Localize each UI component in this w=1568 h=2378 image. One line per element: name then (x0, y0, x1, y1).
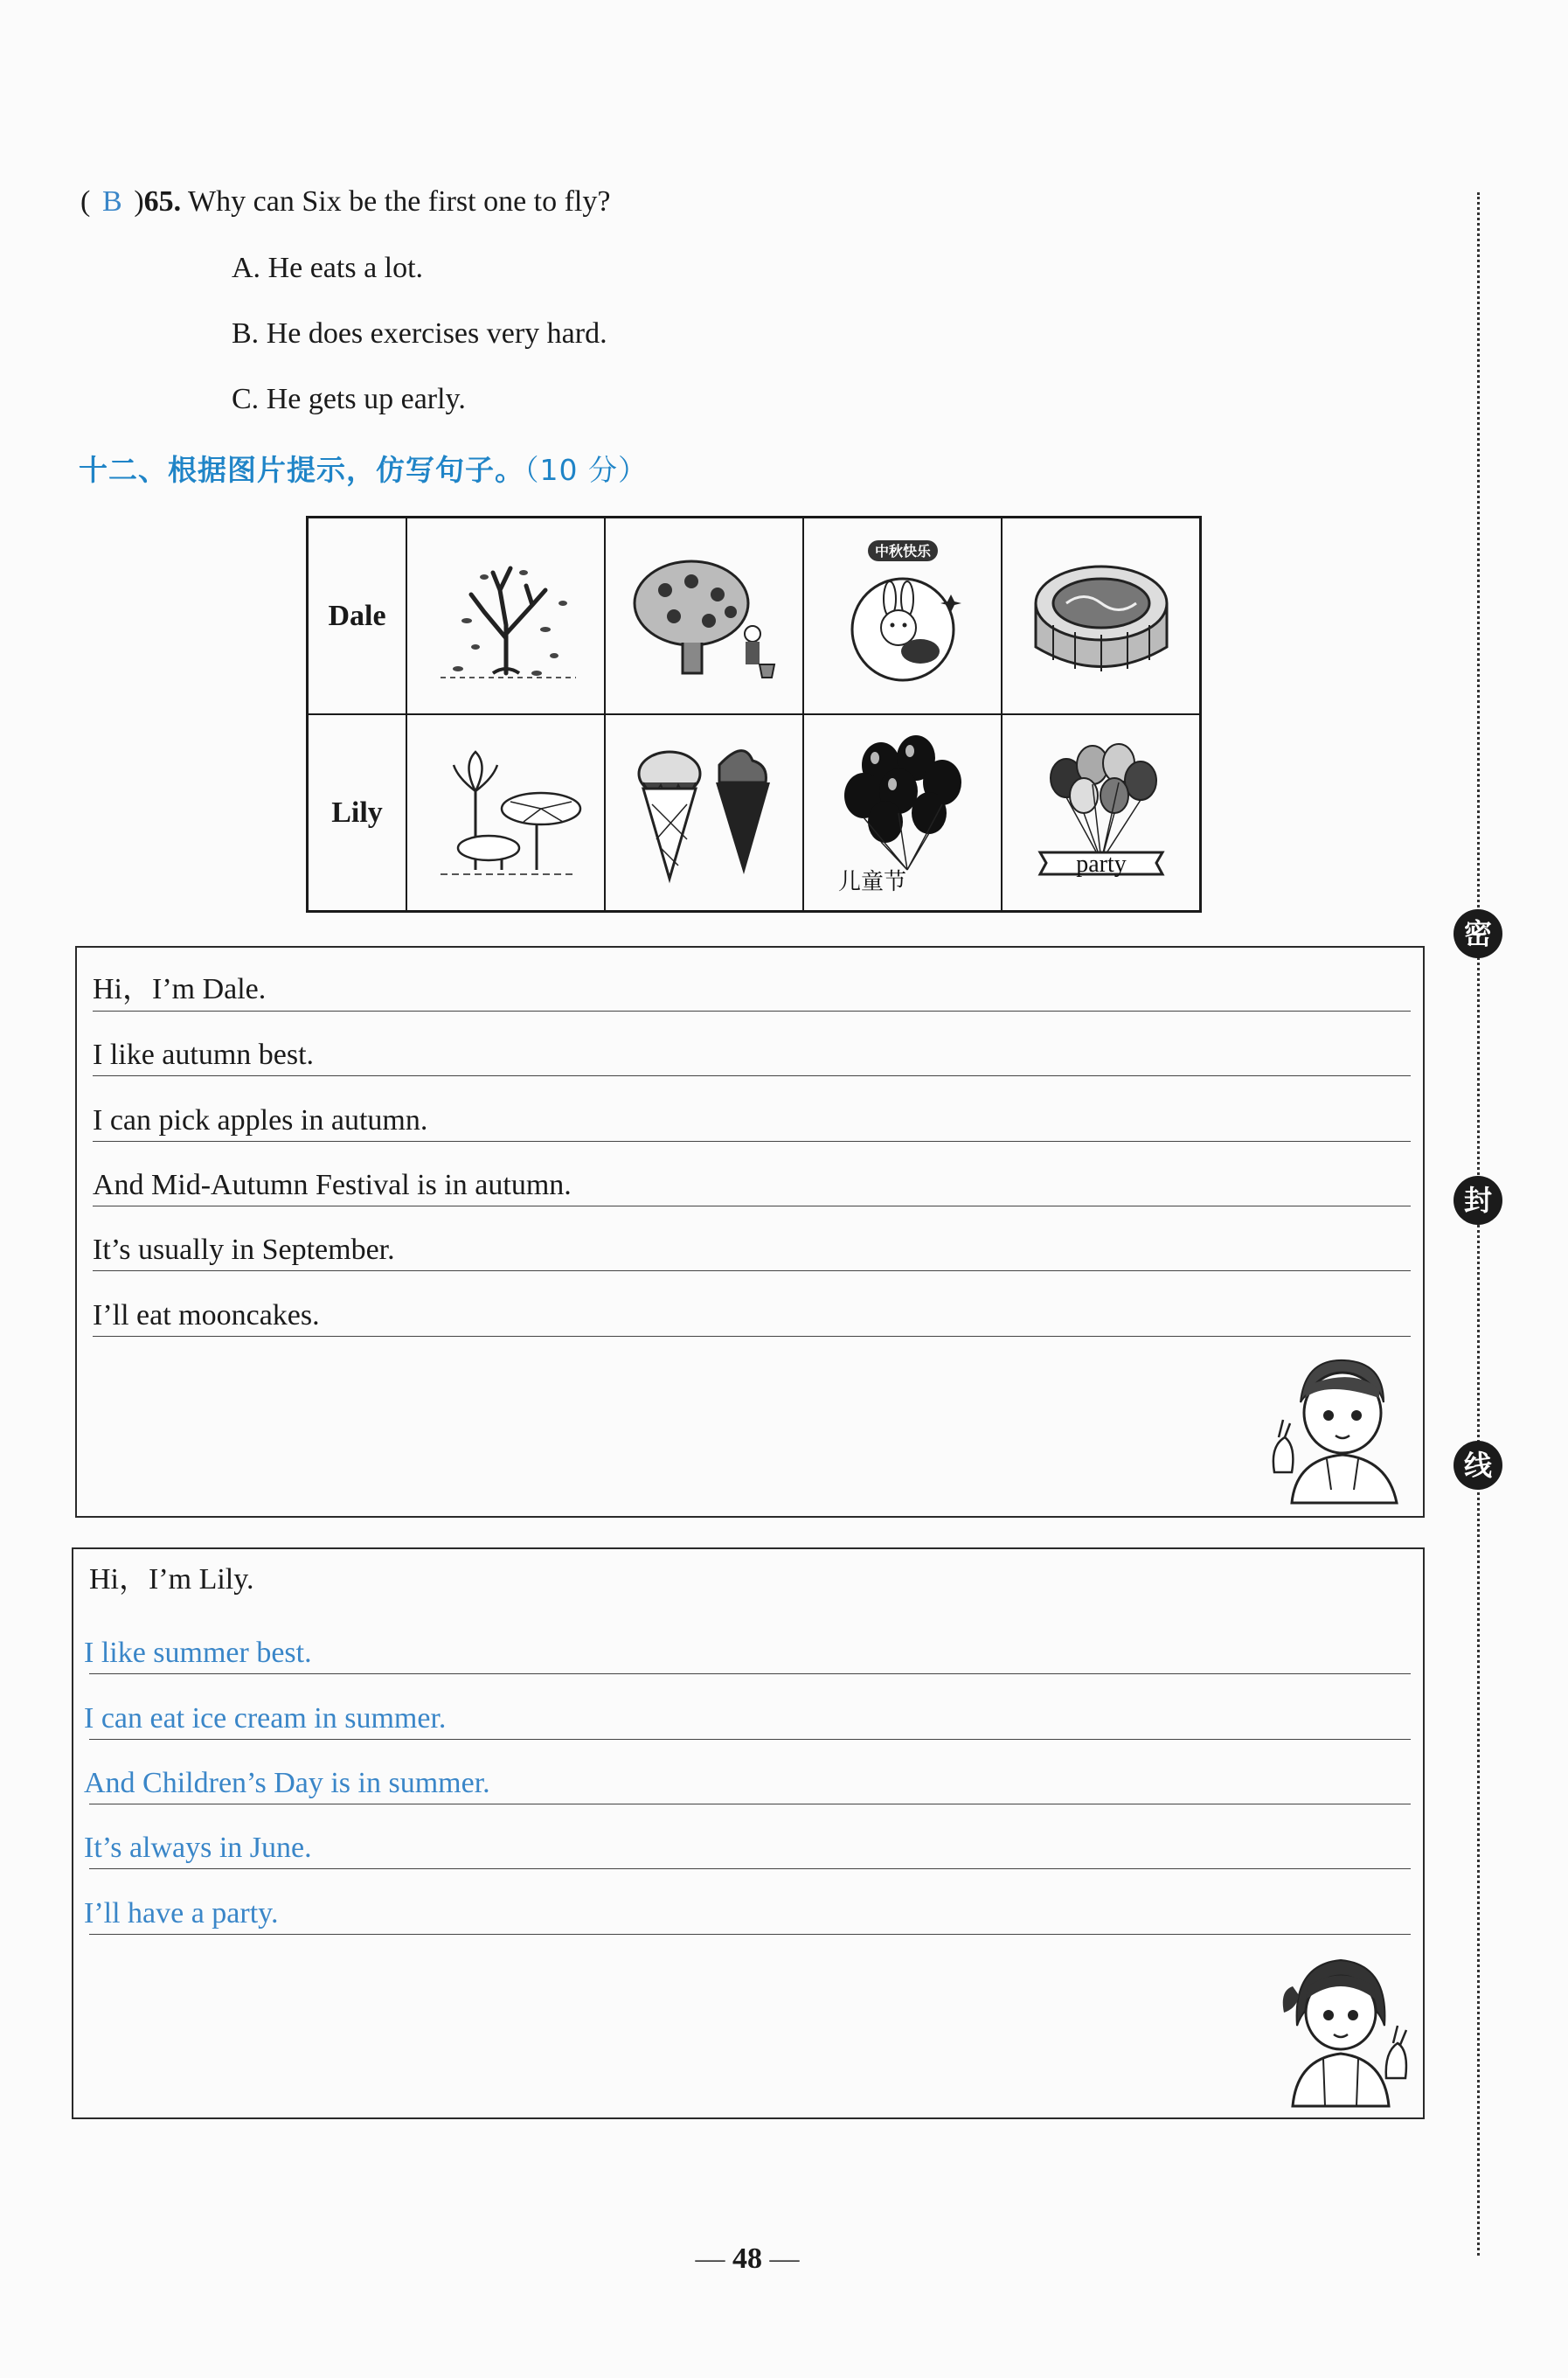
picture-table (306, 516, 1202, 913)
dale-line-3: And Mid-Autumn Festival is in autumn. (93, 1169, 572, 1201)
writing-line (93, 1273, 1411, 1337)
table-row-lily (308, 714, 1201, 912)
dale-line-2: I can pick apples in autumn. (93, 1104, 428, 1137)
option-b (232, 317, 607, 351)
ice-cream-icon (621, 734, 787, 892)
option-c-text: He gets up early. (266, 383, 466, 415)
row-name-lily: Lily (308, 714, 407, 912)
question-65-stem (80, 185, 610, 219)
question-text: Why can Six be the first one to fly? (188, 185, 611, 218)
answer-line[interactable] (84, 1741, 1411, 1804)
lily-line-3: And Children’s Day is in summer. (84, 1767, 490, 1799)
section-score: （10 分） (524, 453, 648, 487)
lotus-icon (423, 739, 589, 887)
lily-line-4: It’s always in June. (84, 1832, 312, 1864)
table-row-dale (308, 518, 1201, 715)
answer-value[interactable]: B (101, 185, 122, 218)
option-a (232, 252, 423, 285)
answer-line[interactable] (84, 1871, 1411, 1935)
greeting-line (93, 948, 1411, 1012)
boy-avatar-icon (1266, 1350, 1414, 1507)
answer-bracket-open: ( (80, 185, 91, 218)
mid-autumn-caption: 中秋快乐 (874, 542, 931, 560)
option-a-letter: A. (232, 252, 261, 284)
option-c-letter: C. (232, 383, 260, 415)
option-b-text: He does exercises very hard. (266, 317, 607, 350)
writing-line (93, 1207, 1411, 1271)
answer-line[interactable] (84, 1610, 1411, 1674)
lily-greeting: Hi，I’m Lily. (89, 1563, 254, 1596)
question-number: 65. (143, 185, 182, 218)
answer-bracket-close: ) (134, 185, 144, 218)
section-12-title (79, 448, 648, 489)
section-title-text: 十二、根据图片提示，仿写句子。 (79, 453, 524, 487)
mid-autumn-rabbit-icon (820, 533, 986, 699)
dale-line-1: I like autumn best. (93, 1039, 315, 1071)
apple-picking-icon (621, 542, 787, 691)
party-caption: party (1075, 850, 1127, 878)
writing-line (93, 1143, 1411, 1206)
seal-xian: 线 (1454, 1441, 1502, 1490)
picture-cell (1002, 714, 1201, 912)
picture-cell (406, 714, 605, 912)
answer-line[interactable] (84, 1676, 1411, 1740)
page-number-value: 48 (732, 2242, 762, 2275)
picture-cell (1002, 518, 1201, 715)
girl-avatar-icon (1271, 1947, 1411, 2109)
balloons-icon (820, 730, 986, 896)
option-c (232, 383, 466, 416)
childrens-day-caption: 儿童节 (837, 868, 906, 895)
picture-cell (406, 518, 605, 715)
seal-mi: 密 (1454, 909, 1502, 958)
dale-greeting: Hi，I’m Dale. (93, 973, 267, 1005)
dale-line-4: It’s usually in September. (93, 1234, 395, 1266)
answer-line[interactable] (84, 1805, 1411, 1869)
row-name-dale: Dale (308, 518, 407, 715)
picture-cell (605, 518, 803, 715)
lily-line-1: I like summer best. (84, 1637, 312, 1669)
page-number-dash-left: — (695, 2242, 725, 2275)
page-number-dash-right: — (769, 2242, 800, 2275)
dale-line-5: I’ll eat mooncakes. (93, 1299, 320, 1332)
picture-cell (803, 714, 1002, 912)
page-number (0, 2242, 1495, 2276)
seal-feng: 封 (1454, 1176, 1502, 1225)
option-b-letter: B. (232, 317, 260, 350)
option-a-text: He eats a lot. (267, 252, 424, 284)
mooncake-icon (1018, 542, 1184, 691)
lily-line-2: I can eat ice cream in summer. (84, 1702, 447, 1735)
party-balloons-icon (1018, 730, 1184, 896)
lily-line-5: I’ll have a party. (84, 1897, 279, 1930)
picture-cell (605, 714, 803, 912)
writing-line (93, 1078, 1411, 1142)
dale-writing-box (75, 946, 1425, 1518)
autumn-tree-icon (423, 542, 589, 691)
writing-line (93, 1012, 1411, 1076)
picture-cell (803, 518, 1002, 715)
lily-writing-box (72, 1547, 1425, 2119)
